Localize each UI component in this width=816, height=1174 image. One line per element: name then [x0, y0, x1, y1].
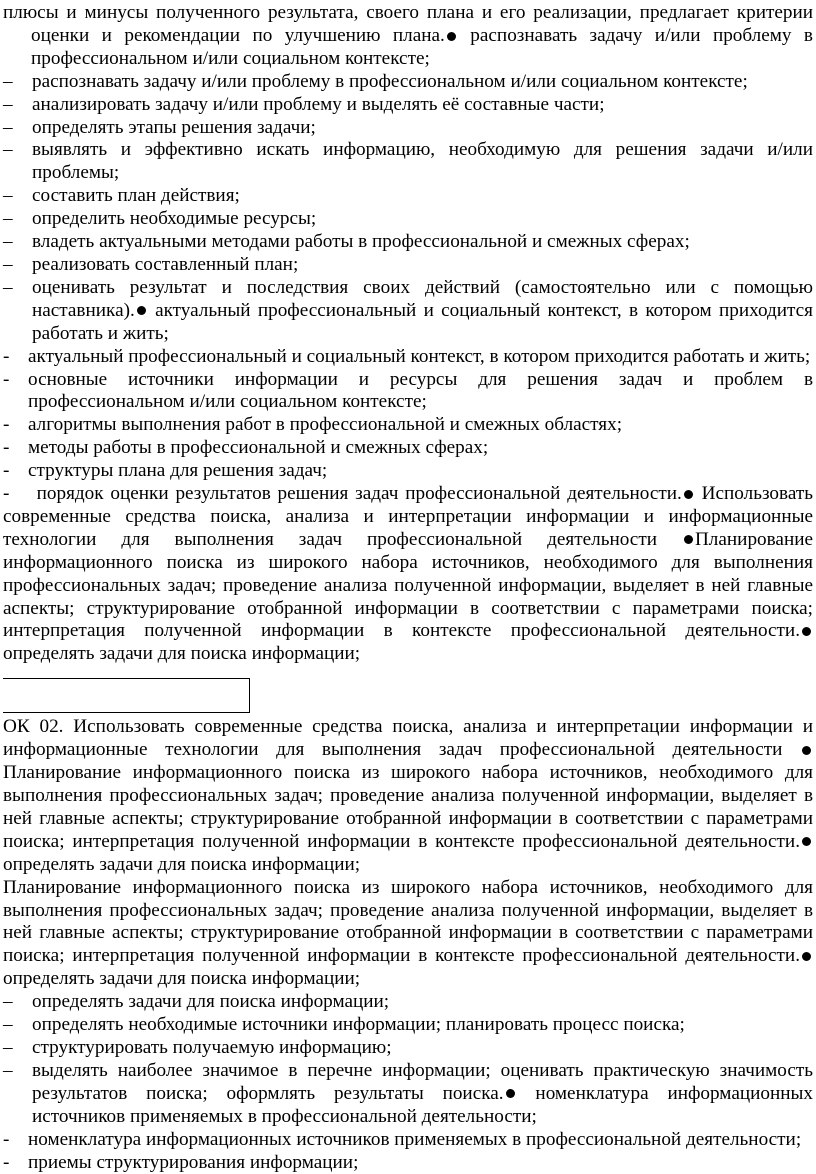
hyphen-marker: - — [3, 437, 9, 460]
intro-text-continued: распознавать задачу и/или проблему в профессиональном и/или социальном контексте; — [31, 25, 813, 69]
document-page — [3, 2, 813, 1174]
dash-marker: – — [3, 231, 13, 254]
list-item: – определять задачи для поиска информации; — [3, 991, 813, 1014]
intro-paragraph — [3, 2, 813, 71]
list-item: - структуры плана для решения задач; — [3, 460, 813, 483]
planning-paragraph: Планирование информационного поиска из широкого набора источников, необходимого для выполнения профессиональных задач; проведение анализа полученной информации, выделяет в ней главные аспекты; структурирование отобранной информации в соответствии с параметрами поиска; интерпретация полученной информации в контексте профессиональной деятельности. определять задачи для поиска информации; — [3, 877, 813, 992]
ok02-paragraph: ОК 02. Использовать современные средства поиска, анализа и интерпретации информации и информационные технологии для выполнения задач профессиональной деятельности Планирование информационного поиска из широкого набора источников, необходимого для выполнения профессиональных задач; проведение анализа полученной информации, выделяет в ней главные аспекты; структурирование отобранной информации в соответствии с параметрами поиска; интерпретация полученной информации в контексте профессиональной деятельности. определять задачи для поиска информации; — [3, 716, 813, 876]
list-item: – определять этапы решения задачи; — [3, 117, 813, 140]
list-item: – выявлять и эффективно искать информацию, необходимую для решения задачи и/или проблемы; — [3, 139, 813, 185]
knowledge-tail-paragraph: - порядок оценки результатов решения задач профессиональной деятельности. Использовать современные средства поиска, анализа и интерпретации информации и информационные технологии для выполнения задач профессиональной деятельности Планирование информационного поиска из широкого набора источников, необходимого для выполнения профессиональных задач; проведение анализа полученной информации, выделяет в ней главные аспекты; структурирование отобранной информации в соответствии с параметрами поиска; интерпретация полученной информации в контексте профессиональной деятельности. определять задачи для поиска информации; — [3, 483, 813, 666]
list-item: – выделять наиболее значимое в перечне информации; оценивать практическую значимость результатов поиска; оформлять результаты поиска. номенклатура информационных источников применяемых в профессиональной деятельности; — [3, 1060, 813, 1129]
dash-marker: – — [3, 117, 13, 140]
dash-marker: – — [3, 94, 13, 117]
knowledge-list-2 — [3, 1129, 813, 1174]
hyphen-marker: - — [3, 1129, 9, 1152]
list-item: – владеть актуальными методами работы в профессиональной и смежных сферах; — [3, 231, 813, 254]
hyphen-marker: - — [3, 483, 9, 504]
dash-marker: – — [3, 277, 13, 300]
hyphen-marker: - — [3, 414, 9, 437]
dash-marker: – — [3, 71, 13, 94]
hyphen-marker: - — [3, 369, 9, 392]
list-item: – составить план действия; — [3, 185, 813, 208]
list-item: – определить необходимые ресурсы; — [3, 208, 813, 231]
dash-marker: – — [3, 139, 13, 162]
dash-marker: – — [3, 1014, 13, 1037]
bullet-dot-icon — [684, 490, 693, 499]
bullet-dot-icon — [684, 535, 693, 544]
empty-table-cell — [3, 678, 250, 713]
bullet-dot-icon — [802, 746, 811, 755]
knowledge-list-1 — [3, 346, 813, 483]
dash-marker: – — [3, 254, 13, 277]
bullet-dot-icon — [802, 837, 811, 846]
bullet-dot-icon — [447, 32, 456, 41]
dash-marker: – — [3, 991, 13, 1014]
list-item: – анализировать задачу и/или проблему и выделять её составные части; — [3, 94, 813, 117]
list-item: - приемы структурирования информации; — [3, 1152, 813, 1174]
hyphen-marker: - — [3, 460, 9, 483]
list-item: – определять необходимые источники информации; планировать процесс поиска; — [3, 1014, 813, 1037]
list-item: - номенклатура информационных источников применяемых в профессиональной деятельности; — [3, 1129, 813, 1152]
skills-list-2 — [3, 991, 813, 1128]
list-item: - основные источники информации и ресурсы для решения задач и проблем в профессиональном и/или социальном контексте; — [3, 369, 813, 415]
list-item: – реализовать составленный план; — [3, 254, 813, 277]
bullet-dot-icon — [802, 627, 811, 636]
dash-marker: – — [3, 1060, 13, 1083]
skills-list-1 — [3, 71, 813, 346]
intro-text: плюсы и минусы полученного результата, своего плана и его реализации, предлагает критерии оценки и рекомендации по улучшению плана. — [3, 2, 813, 46]
list-item: – структурировать получаемую информацию; — [3, 1037, 813, 1060]
list-item: – оценивать результат и последствия своих действий (самостоятельно или с помощью наставника). актуальный профессиональный и социальный контекст, в котором приходится работать и жить; — [3, 277, 813, 346]
hyphen-marker: - — [3, 346, 9, 369]
dash-marker: – — [3, 185, 13, 208]
list-item: - актуальный профессиональный и социальный контекст, в котором приходится работать и жить; — [3, 346, 813, 369]
list-item: - алгоритмы выполнения работ в профессиональной и смежных областях; — [3, 414, 813, 437]
bullet-dot-icon — [137, 306, 146, 315]
hyphen-marker: - — [3, 1152, 9, 1174]
list-item: – распознавать задачу и/или проблему в профессиональном и/или социальном контексте; — [3, 71, 813, 94]
dash-marker: – — [3, 1037, 13, 1060]
list-item: - методы работы в профессиональной и смежных сферах; — [3, 437, 813, 460]
dash-marker: – — [3, 208, 13, 231]
bullet-dot-icon — [506, 1089, 515, 1098]
bullet-dot-icon — [802, 952, 811, 961]
